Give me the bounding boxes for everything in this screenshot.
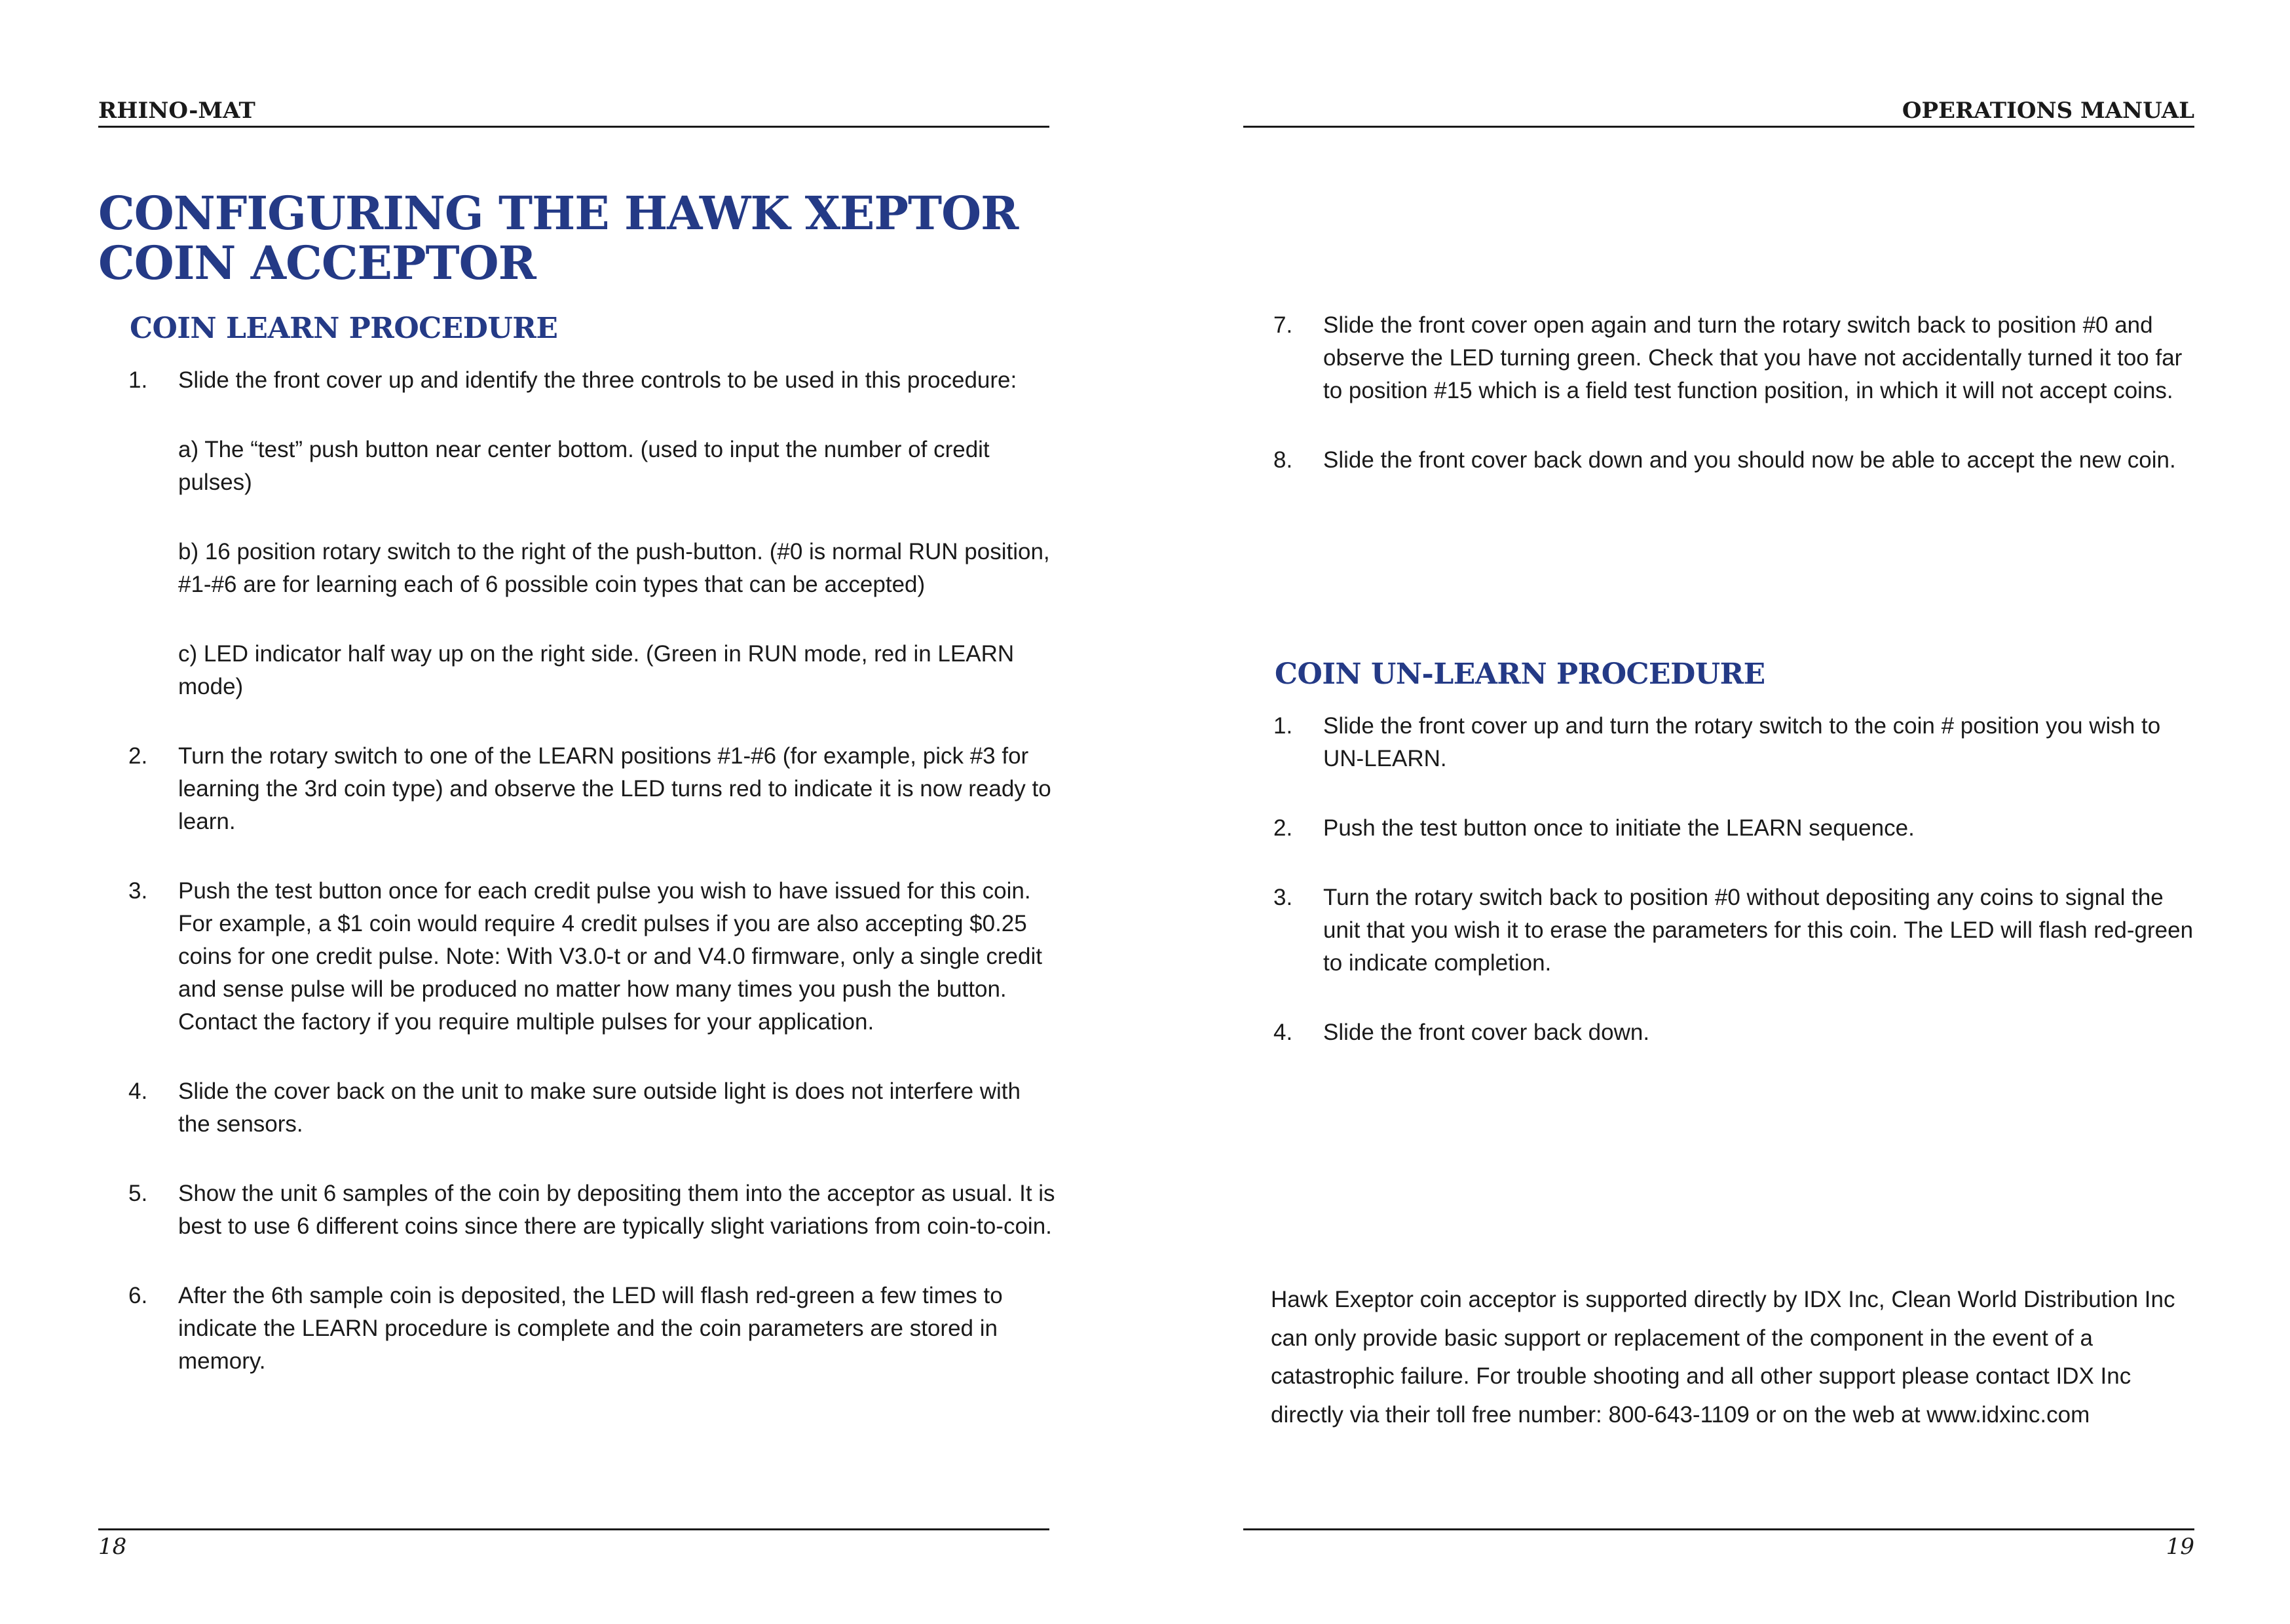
- footer-rule-right: [1243, 1528, 2194, 1530]
- page-number-right: 19: [2166, 1534, 2194, 1560]
- learn-step-1c: [128, 638, 1059, 703]
- learn-step-2: [128, 740, 1059, 838]
- learn-step-1b: [128, 536, 1059, 601]
- step-number: 2.: [128, 743, 148, 769]
- unlearn-step-2: [1273, 812, 2204, 845]
- step-text: Push the test button once to initiate the LEARN sequence.: [1323, 815, 1915, 841]
- step-number: 3.: [1273, 885, 1293, 910]
- step-number: 4.: [1273, 1020, 1293, 1045]
- learn-step-3: [128, 875, 1059, 1039]
- section-title-coin-learn: COIN LEARN PROCEDURE: [130, 312, 558, 345]
- step-text: Turn the rotary switch back to position #0 without depositing any coins to signal the unit that you wish it to erase the parameters for this coin. The LED will flash red-green to indicate completion.: [1323, 885, 2194, 976]
- step-text: Push the test button once for each credit pulse you wish to have issued for this coin. For example, a $1 coin would require 4 credit pulses if you are also accepting $0.25 coins for one credit pulse. Note: With V3.0-t or and V4.0 firmware, only a single credit and sense pulse will be produced no matter how many times you push the button. Contact the factory if you require multiple pulses for your application.: [178, 878, 1042, 1035]
- step-number: 4.: [128, 1079, 148, 1104]
- unlearn-step-3: [1273, 881, 2204, 980]
- title-line-2: COIN ACCEPTOR: [98, 236, 536, 290]
- page-title: [98, 186, 1042, 290]
- learn-step-1: [128, 364, 1059, 397]
- running-head-left: RHINO-MAT: [98, 96, 1049, 128]
- step-number: 7.: [1273, 312, 1293, 338]
- coin-unlearn-steps: [1273, 710, 2204, 1049]
- step-number: 6.: [128, 1283, 148, 1308]
- step-text: Turn the rotary switch to one of the LEARN positions #1-#6 (for example, pick #3 for learning the 3rd coin type) and observe the LED turns red to indicate it is now ready to learn.: [178, 743, 1051, 834]
- step-text: After the 6th sample coin is deposited, the LED will flash red-green a few times to indicate the LEARN procedure is complete and the coin parameters are stored in memory.: [178, 1283, 1003, 1374]
- step-text: Slide the front cover open again and turn the rotary switch back to position #0 and observe the LED turning green. Check that you have not accidentally turned it too far to position #15 which is a field test function position, in which it will not accept coins.: [1323, 312, 2183, 403]
- footer-rule-left: [98, 1528, 1049, 1530]
- learn-step-7: [1273, 309, 2204, 407]
- step-number: 5.: [128, 1181, 148, 1206]
- step-text: Slide the front cover up and identify the three controls to be used in this procedure:: [178, 367, 1017, 393]
- learn-step-5: [128, 1177, 1059, 1243]
- step-sub-b: b) 16 position rotary switch to the right of the push-button. (#0 is normal RUN position, #1-#6 are for learning each of 6 possible coin types that can be accepted): [178, 539, 1050, 597]
- unlearn-step-4: [1273, 1016, 2204, 1049]
- coin-learn-steps: [128, 364, 1059, 1378]
- step-text: Show the unit 6 samples of the coin by depositing them into the acceptor as usual. It is best to use 6 different coins since there are typically slight variations from coin-to-coin.: [178, 1181, 1055, 1239]
- step-number: 1.: [1273, 713, 1293, 739]
- coin-learn-steps-continued: [1273, 309, 2204, 477]
- step-number: 3.: [128, 878, 148, 904]
- step-number: 2.: [1273, 815, 1293, 841]
- unlearn-step-1: [1273, 710, 2204, 775]
- step-number: 1.: [128, 367, 148, 393]
- learn-step-8: [1273, 444, 2204, 477]
- page-number-left: 18: [98, 1534, 127, 1560]
- step-text: Slide the front cover back down.: [1323, 1020, 1650, 1045]
- title-line-1: CONFIGURING THE HAWK XEPTOR: [98, 186, 1019, 240]
- section-title-coin-unlearn: COIN UN-LEARN PROCEDURE: [1275, 657, 1765, 691]
- step-sub-a: a) The “test” push button near center bottom. (used to input the number of credit pulses): [178, 437, 990, 495]
- right-page: [1145, 0, 2290, 1624]
- step-sub-c: c) LED indicator half way up on the right side. (Green in RUN mode, red in LEARN mode): [178, 641, 1015, 699]
- learn-step-6: [128, 1280, 1059, 1378]
- support-note: Hawk Exeptor coin acceptor is supported directly by IDX Inc, Clean World Distribution Inc can only provide basic support or replacement of the component in the event of a catastrophic failure. For trouble shooting and all other support please contact IDX Inc directly via their toll free number: 800-643-1109 or on the web at www.idxinc.com: [1271, 1287, 2175, 1428]
- running-head-right: OPERATIONS MANUAL: [1243, 96, 2194, 128]
- step-text: Slide the front cover back down and you should now be able to accept the new coin.: [1323, 447, 2176, 473]
- learn-step-1a: [128, 434, 1059, 499]
- step-text: Slide the front cover up and turn the rotary switch to the coin # position you wish to UN-LEARN.: [1323, 713, 2161, 771]
- step-number: 8.: [1273, 447, 1293, 473]
- learn-step-4: [128, 1075, 1059, 1141]
- step-text: Slide the cover back on the unit to make sure outside light is does not interfere with the sensors.: [178, 1079, 1021, 1137]
